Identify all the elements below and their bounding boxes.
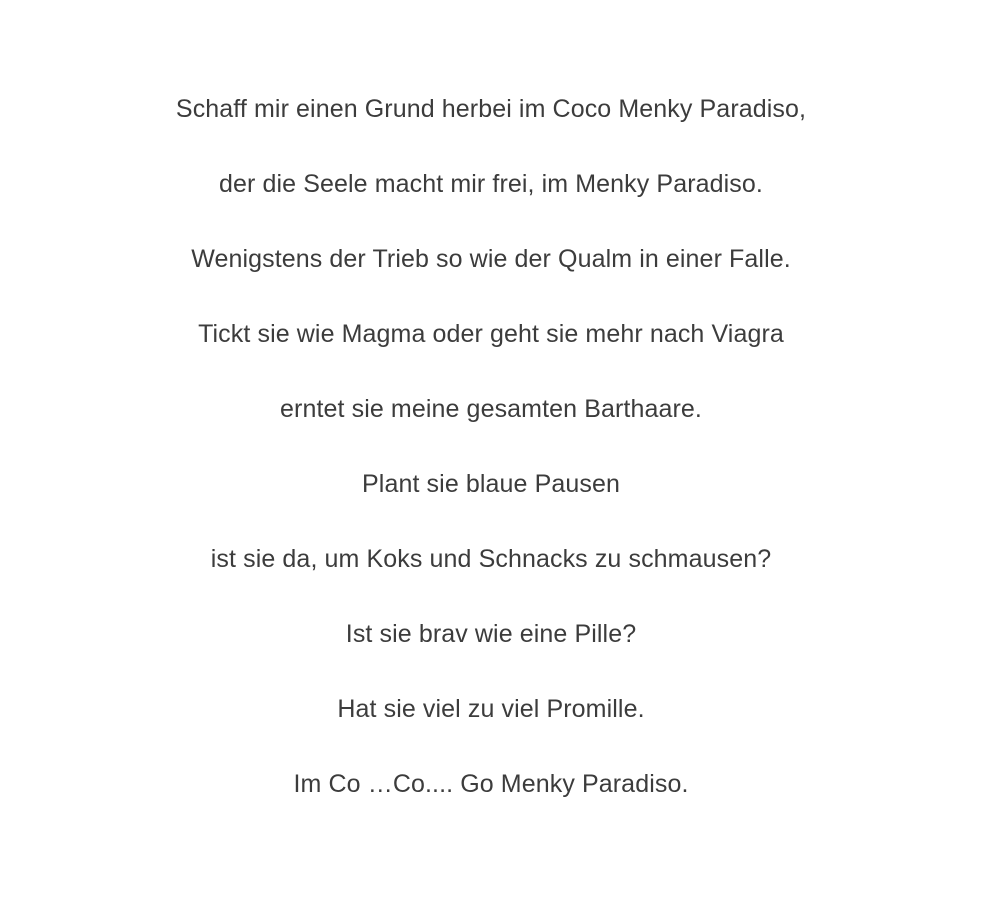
lyrics-line: Ist sie brav wie eine Pille?: [345, 620, 637, 648]
lyrics-line: Wenigstens der Trieb so wie der Qualm in einer Falle.: [191, 245, 791, 273]
lyrics-line: Tickt sie wie Magma oder geht sie mehr nach Viagra: [198, 320, 784, 348]
lyrics-block: [40, 72, 942, 822]
lyrics-line: erntet sie meine gesamten Barthaare.: [280, 395, 702, 423]
lyrics-line: Hat sie viel zu viel Promille.: [337, 695, 645, 723]
lyrics-line: Schaff mir einen Grund herbei im Coco Menky Paradiso,: [175, 95, 807, 123]
lyrics-line: Im Co …Co.... Go Menky Paradiso.: [293, 770, 689, 798]
lyrics-line: ist sie da, um Koks und Schnacks zu schmausen?: [210, 545, 772, 573]
lyrics-line: der die Seele macht mir frei, im Menky Paradiso.: [219, 170, 763, 198]
lyrics-line: Plant sie blaue Pausen: [362, 470, 620, 498]
